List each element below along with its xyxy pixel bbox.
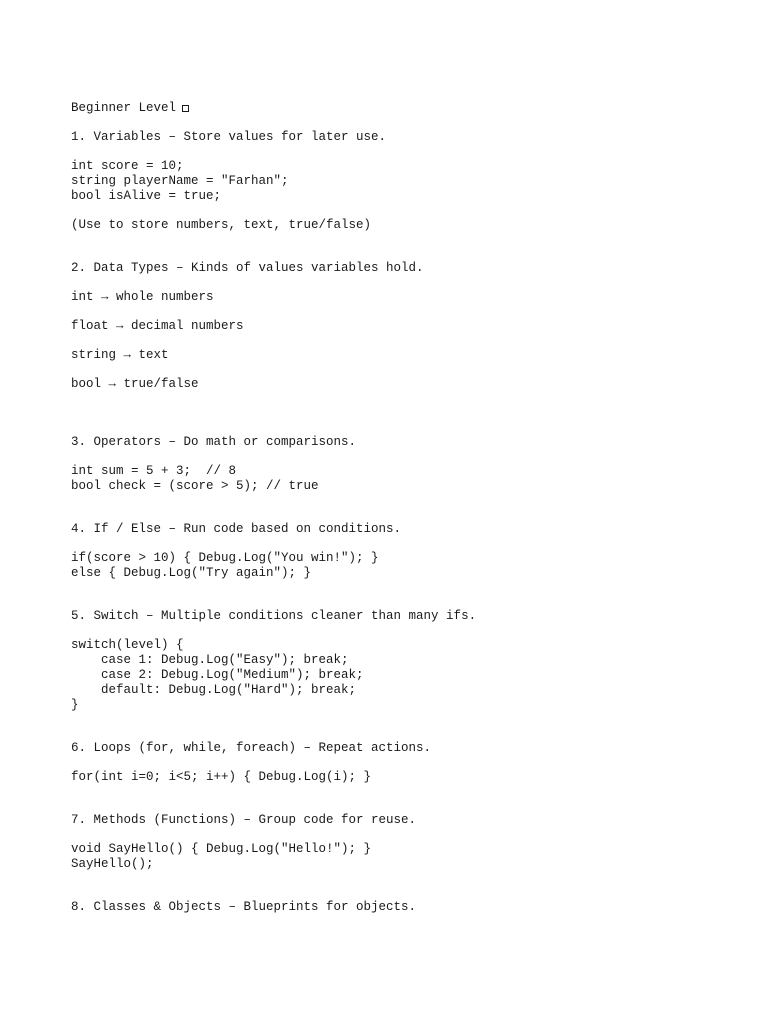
code-line: bool check = (score > 5); // true (71, 479, 319, 493)
section-title-if-else: 4. If / Else – Run code based on conditions. (71, 522, 402, 536)
section-title-classes: 8. Classes & Objects – Blueprints for objects. (71, 900, 417, 914)
code-line: } (71, 698, 79, 712)
data-type-item: int → whole numbers (71, 290, 214, 304)
section-title-variables: 1. Variables – Store values for later use. (71, 130, 387, 144)
data-type-item: bool → true/false (71, 377, 199, 391)
code-line: else { Debug.Log("Try again"); } (71, 566, 312, 580)
code-line: if(score > 10) { Debug.Log("You win!"); } (71, 551, 379, 565)
code-block-loops (71, 770, 751, 785)
code-line: case 2: Debug.Log("Medium"); break; (71, 668, 364, 682)
variables-note: (Use to store numbers, text, true/false) (71, 218, 372, 232)
code-block-if-else (71, 551, 751, 581)
code-line: string playerName = "Farhan"; (71, 174, 289, 188)
section-title-loops: 6. Loops (for, while, foreach) – Repeat actions. (71, 741, 432, 755)
code-line: void SayHello() { Debug.Log("Hello!"); } (71, 842, 372, 856)
data-type-item: float → decimal numbers (71, 319, 244, 333)
code-line: int sum = 5 + 3; // 8 (71, 464, 237, 478)
section-title-operators: 3. Operators – Do math or comparisons. (71, 435, 357, 449)
code-line: for(int i=0; i<5; i++) { Debug.Log(i); } (71, 770, 372, 784)
code-line: int score = 10; (71, 159, 184, 173)
section-title-methods: 7. Methods (Functions) – Group code for reuse. (71, 813, 417, 827)
code-line: default: Debug.Log("Hard"); break; (71, 683, 357, 697)
code-block-operators (71, 464, 751, 494)
box-glyph-icon (182, 105, 189, 112)
code-block-switch (71, 638, 751, 713)
code-line: bool isAlive = true; (71, 189, 222, 203)
code-line: case 1: Debug.Log("Easy"); break; (71, 653, 349, 667)
code-line: switch(level) { (71, 638, 184, 652)
code-line: SayHello(); (71, 857, 154, 871)
data-type-item: string → text (71, 348, 169, 362)
heading-line (71, 101, 751, 116)
section-title-switch: 5. Switch – Multiple conditions cleaner than many ifs. (71, 609, 477, 623)
page-heading: Beginner Level (71, 101, 177, 115)
code-block-methods (71, 842, 751, 872)
section-title-data-types: 2. Data Types – Kinds of values variables hold. (71, 261, 424, 275)
document-page (71, 101, 751, 915)
code-block-variables (71, 159, 751, 204)
